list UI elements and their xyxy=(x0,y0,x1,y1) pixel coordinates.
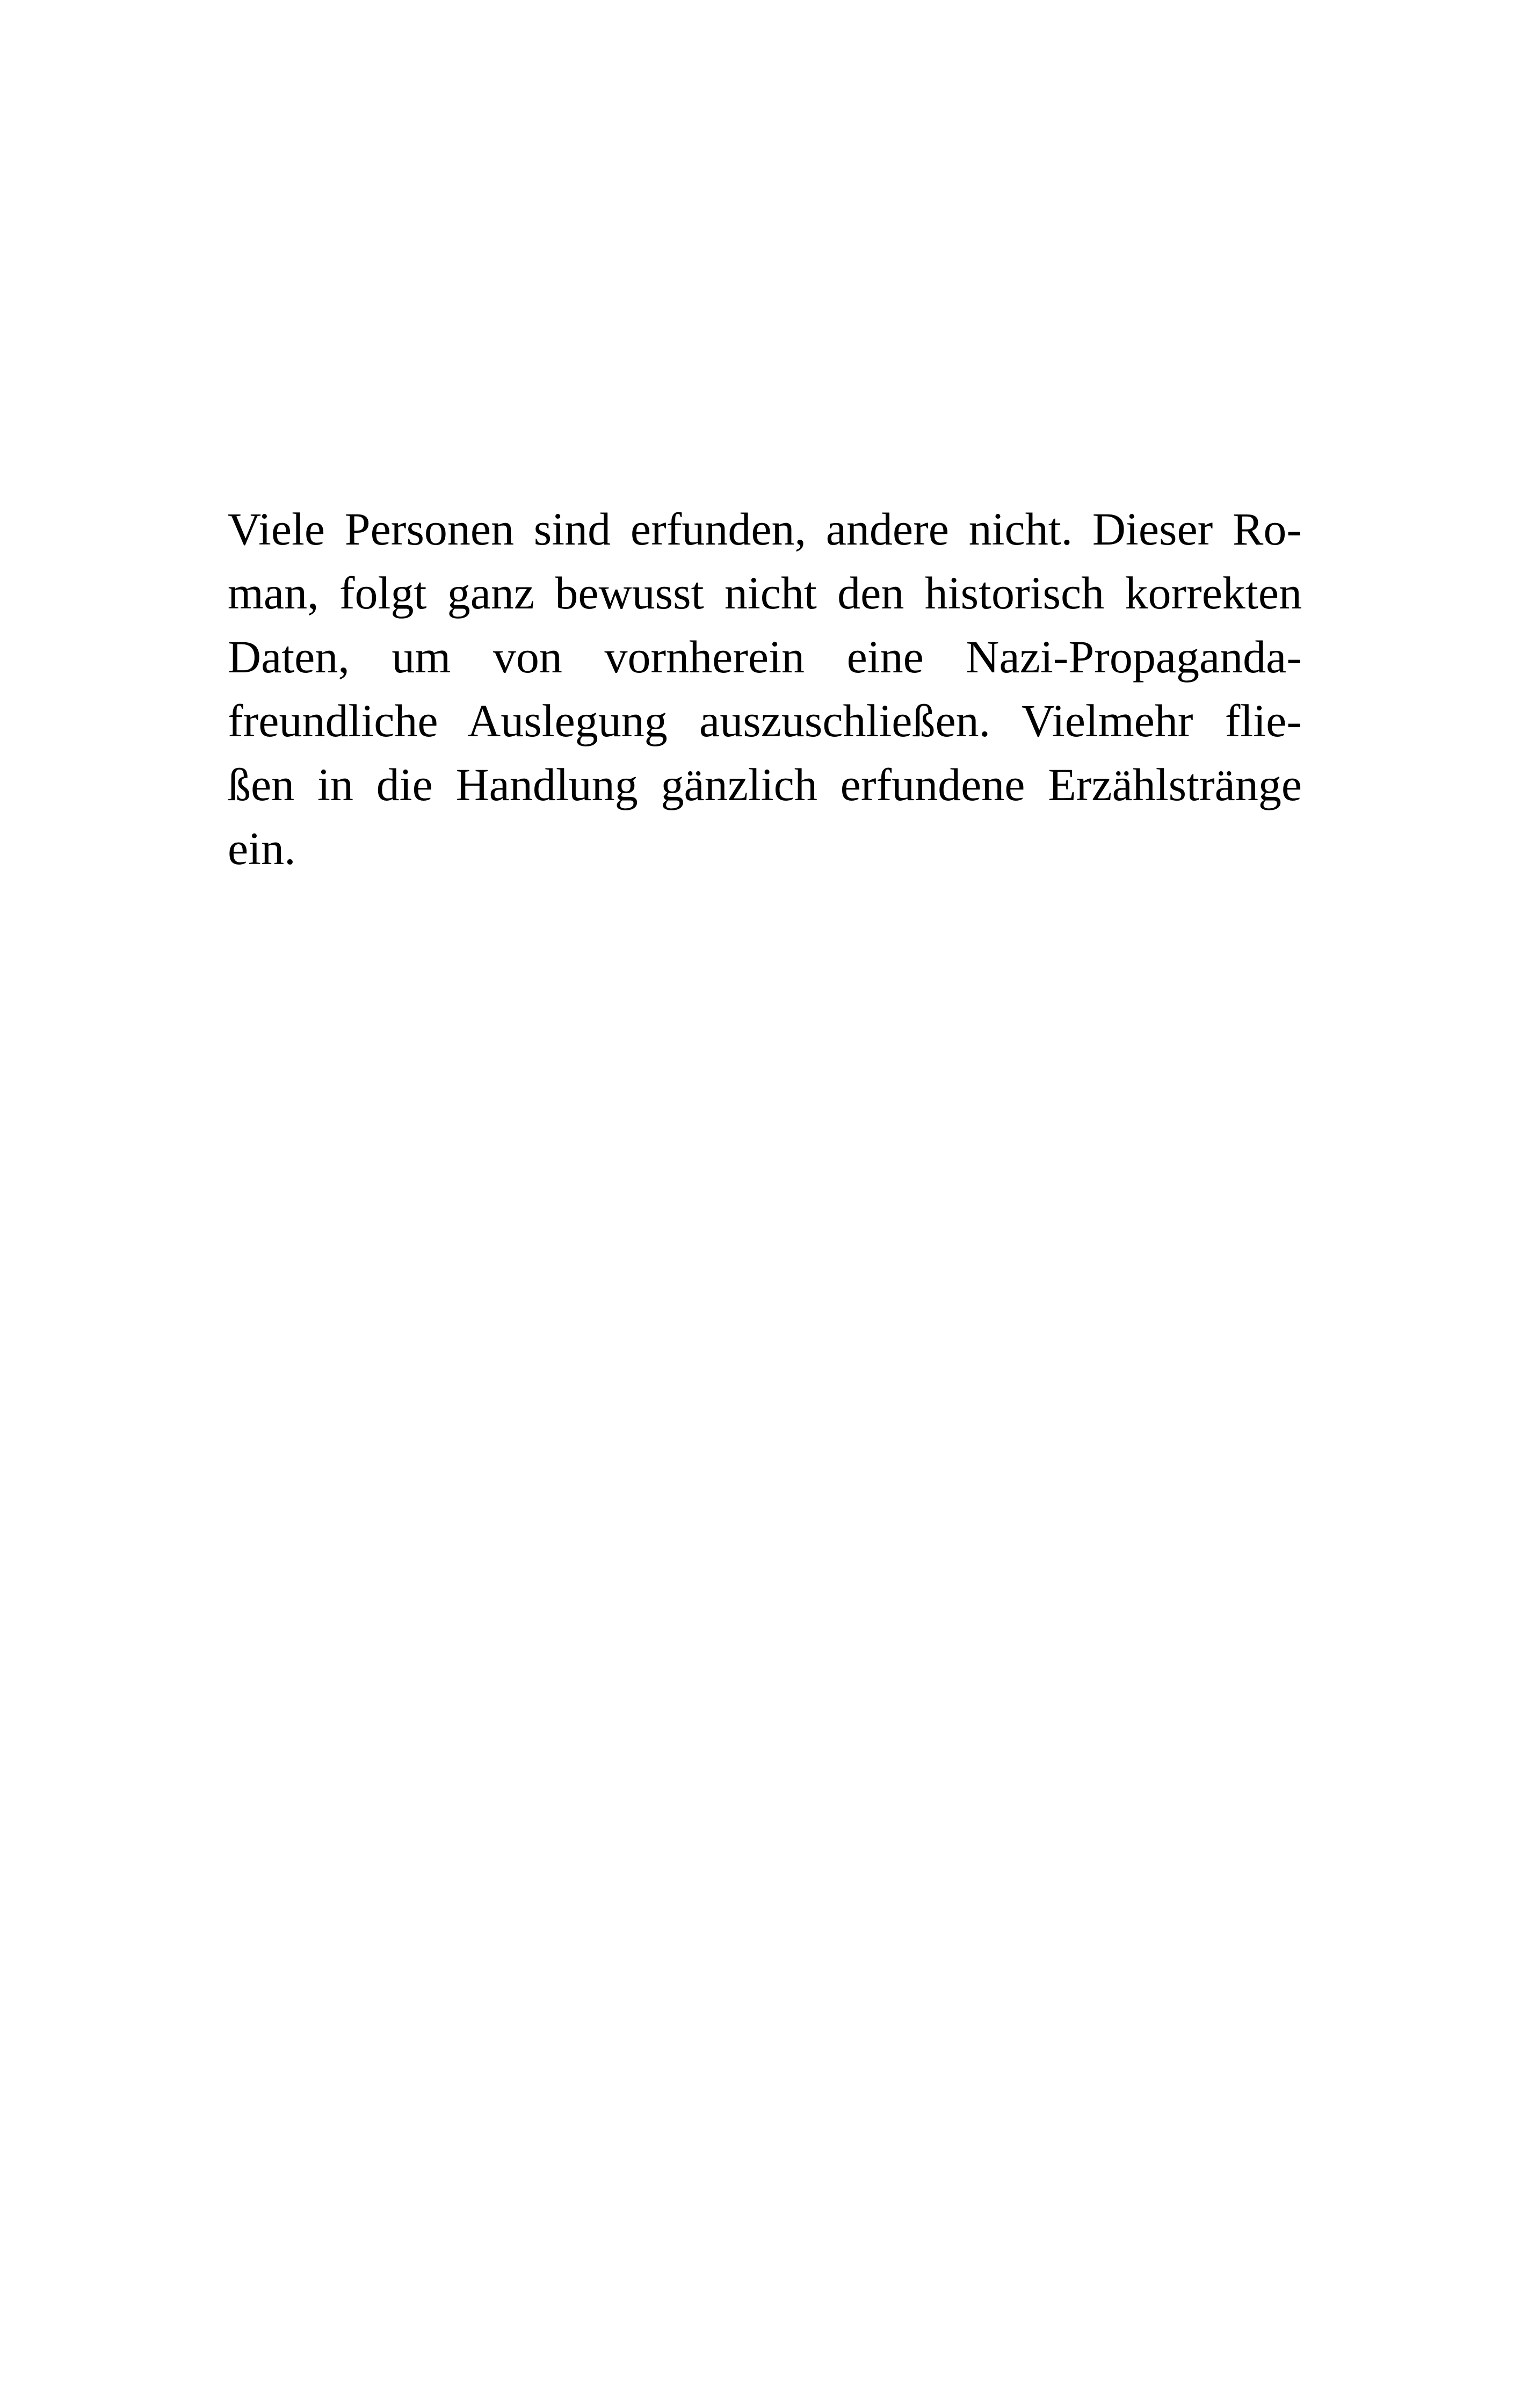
paragraph-line: Daten, um von vornherein eine Nazi-Propaganda- xyxy=(228,631,1302,683)
paragraph-line: freundliche Auslegung auszuschließen. Vielmehr flie- xyxy=(228,695,1302,746)
paragraph-line: man, folgt ganz bewusst nicht den historisch korrekten xyxy=(228,567,1302,619)
paragraph-line: Viele Personen sind erfunden, andere nicht. Dieser Ro- xyxy=(228,503,1302,555)
body-paragraph xyxy=(228,497,1302,881)
paragraph-line: ßen in die Handlung gänzlich erfundene Erzählstränge xyxy=(228,759,1302,810)
paragraph-line: ein. xyxy=(228,823,296,874)
